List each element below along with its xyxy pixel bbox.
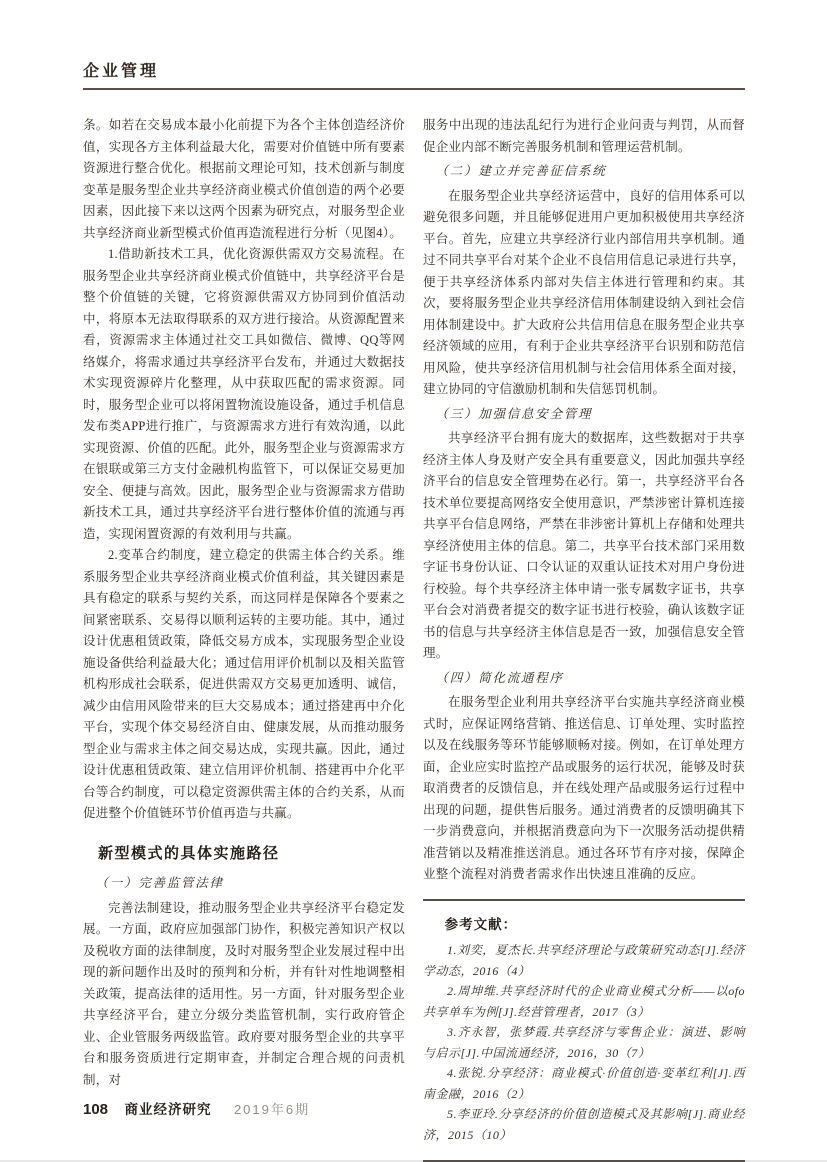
- references-title: 参考文献：: [423, 914, 745, 936]
- sub-heading-1: （一）完善监管法律: [83, 873, 405, 895]
- article-columns: [83, 115, 745, 1105]
- page-number: 108: [83, 1101, 108, 1118]
- reference-item: 2.周坤维.共享经济时代的企业商业模式分析——以ofo共享单车为例[J].经营管理者，2017（3）: [423, 981, 745, 1022]
- paragraph-sub3: 共享经济平台拥有庞大的数据库，这些数据对于共享经济主体人身及财产安全具有重要意义，因此加强共享经济平台的信息安全管理势在必行。第一，共享经济平台各技术单位要提高网络安全使用意识，严禁涉密计算机连接共享平台信息网络，严禁在非涉密计算机上存储和处理共享经济使用主体的信息。第二，共享平台技术部门采用数字证书身份认证、口令认证的双重认证技术对用户身份进行校验。每个共享经济主体申请一张专属数字证书，共享平台会对消费者提交的数字证书进行校验，确认该数字证书的信息与共享经济主体信息是否一致，加强信息安全管理。: [423, 428, 745, 665]
- page-header: [83, 58, 745, 90]
- reference-item: 3.齐永智，张梦霞.共享经济与零售企业：演进、影响与启示[J].中国流通经济，2016，30（7）: [423, 1022, 745, 1063]
- sub-heading-4: （四）简化流通程序: [423, 668, 745, 690]
- paragraph-continuation: 条。如若在交易成本最小化前提下为各个主体创造经济价值，实现各方主体利益最大化，需要对价值链中所有要素资源进行整合优化。根据前文理论可知，技术创新与制度变革是服务型企业共享经济商业模式价值创造的两个必要因素，因此接下来以这两个因素为研究点，对服务型企业共享经济商业新型模式价值再造流程进行分析（见图4）。: [83, 115, 405, 244]
- sub-heading-3: （三）加强信息安全管理: [423, 404, 745, 426]
- paragraph-sub1: 完善法制建设，推动服务型企业共享经济平台稳定发展。一方面，政府应加强部门协作，积极完善知识产权以及税收方面的法律制度，及时对服务型企业发展过程中出现的新问题作出及时的预判和分析，并有针对性地调整相关政策，提高法律的适用性。另一方面，针对服务型企业共享经济平台，建立分级分类监管机制，实行政府管企业、企业管服务两级监管。政府要对服务型企业的共享平台和服务资质进行定期审查，并制定合理合规的问责机制，对: [83, 898, 405, 1092]
- paragraph-item1: 1.借助新技术工具，优化资源供需双方交易流程。在服务型企业共享经济商业模式价值链中，共享经济平台是整个价值链的关键，它将资源供需双方协同到价值活动中，将原本无法取得联系的双方进行接洽。从资源配置来看，资源需求主体通过社交工具如微信、微博、QQ等网络媒介，将需求通过共享经济平台发布，并通过大数据技术实现资源碎片化整理，从中获取匹配的需求资源。同时，服务型企业可以将闲置物流设施设备，通过手机信息发布类APP进行推广，与资源需求方进行有效沟通，以此实现资源、价值的匹配。此外，服务型企业与资源需求方在银联或第三方支付金融机构监管下，可以保证交易更加安全、便捷与高效。因此，服务型企业与资源需求方借助新技术工具，通过共享经济平台进行整体价值的流通与再造，实现闲置资源的有效利用与共赢。: [83, 244, 405, 545]
- paragraph-sub2: 在服务型企业共享经济运营中，良好的信用体系可以避免很多问题，并且能够促进用户更加积极使用共享经济平台。首先，应建立共享经济行业内部信用共享机制。通过不同共享平台对某个企业不良信用信息记录进行共享，便于共享经济体系内部对失信主体进行管理和约束。其次，要将服务型企业共享经济信用体制建设纳入到社会信用体制建设中。扩大政府公共信用信息在服务型企业共享经济领域的应用，有利于企业共享经济平台识别和防范信用风险，使共享经济信用机制与社会信用体系全面对接，建立协同的守信激励机制和失信惩罚机制。: [423, 186, 745, 401]
- right-column: [423, 115, 745, 1105]
- reference-item: 1.刘奕，夏杰长.共享经济理论与政策研究动态[J].经济学动态，2016（4）: [423, 940, 745, 981]
- column-section-label: 企业管理: [83, 58, 745, 88]
- references-section: [423, 899, 745, 1162]
- left-column: [83, 115, 405, 1105]
- reference-item: 4.张锐.分享经济：商业模式·价值创造·变革红利[J].西南金融，2016（2）: [423, 1063, 745, 1104]
- page-footer: [83, 1098, 310, 1119]
- paragraph-item2: 2.变革合约制度，建立稳定的供需主体合约关系。维系服务型企业共享经济商业模式价值利益，其关键因素是具有稳定的联系与契约关系，而这同样是保障各个要素之间紧密联系、交易得以顺利运转的主要功能。其中，通过设计优惠租赁政策，降低交易方成本，实现服务型企业设施设备供给利益最大化；通过信用评价机制以及相关监管机构形成社会联系，促进供需双方交易更加透明、诚信，减少由信用风险带来的巨大交易成本；通过搭建再中介化平台，实现个体交易经济自由、健康发展，从而推动服务型企业与需求主体之间交易达成，实现共赢。因此，通过设计优惠租赁政策、建立信用评价机制、搭建再中介化平台等合约制度，可以稳定资源供需主体的合约关系，从而促进整个价值链环节价值再造与共赢。: [83, 545, 405, 825]
- header-rule: [83, 88, 745, 90]
- journal-name: 商业经济研究: [124, 1102, 211, 1117]
- paragraph-sub1-continuation: 服务中出现的违法乱纪行为进行企业问责与判罚，从而督促企业内部不断完善服务机制和管理运营机制。: [423, 115, 745, 158]
- sub-heading-2: （二）建立并完善征信系统: [423, 161, 745, 183]
- page-content: [83, 58, 745, 1105]
- issue-label: 2019年6期: [234, 1102, 310, 1117]
- section-heading: 新型模式的具体实施路径: [83, 843, 405, 865]
- paragraph-sub4: 在服务型企业利用共享经济平台实施共享经济商业模式时，应保证网络营销、推送信息、订单处理、实时监控以及在线服务等环节能够顺畅对接。例如，在订单处理方面，企业应实时监控产品或服务的运行状况，能够及时获取消费者的反馈信息，并在线处理产品或服务运行过程中出现的问题，提供售后服务。通过消费者的反馈明确其下一步消费意向，并根据消费意向为下一次服务活动提供精准营销以及精准推送消息。通过各环节有序对接，保障企业整个流程对消费者需求作出快速且准确的反应。: [423, 692, 745, 886]
- reference-item: 5.李亚玲.分享经济的价值创造模式及其影响[J].商业经济，2015（10）: [423, 1104, 745, 1145]
